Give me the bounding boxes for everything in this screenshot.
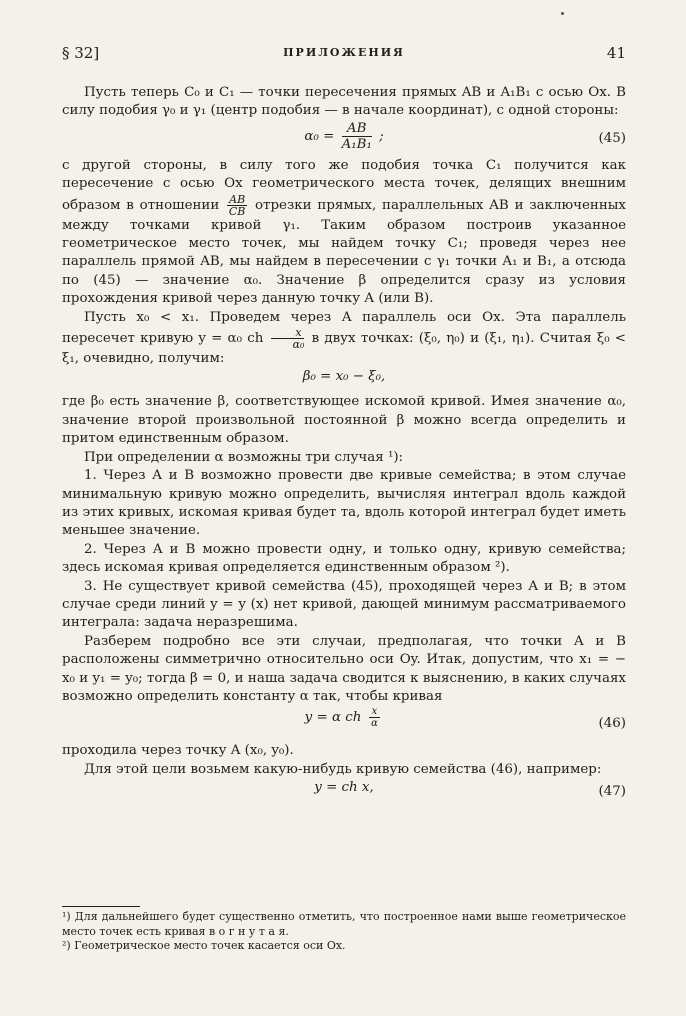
header-title: ПРИЛОЖЕНИЯ bbox=[283, 46, 405, 59]
paragraph: где β₀ есть значение β, соответствующее искомой кривой. Имея значение α₀, значение второй произвольной постоянной β можно всегда определить и притом единственным образом. bbox=[62, 394, 626, 447]
equation-number: (46) bbox=[598, 716, 626, 732]
equation-46 bbox=[62, 706, 626, 742]
section-ref: § 32] bbox=[62, 44, 100, 62]
paragraph: При определении α возможны три случая ¹): bbox=[84, 449, 404, 465]
equation-number: (45) bbox=[598, 130, 626, 146]
eq45-numerator: AB bbox=[342, 121, 372, 137]
equation-45 bbox=[62, 121, 626, 157]
inline-ratio bbox=[227, 194, 247, 217]
eq45-lhs: α₀ = bbox=[304, 128, 335, 144]
running-header bbox=[62, 44, 626, 64]
text-run: с другой стороны, в силу того же подобия точка C₁ получится как пересечение с осью Ox геометрического места точек, делящих внешним образом в отношении bbox=[62, 157, 626, 213]
equation-47 bbox=[62, 779, 626, 804]
eq-beta-text: β₀ = x₀ − ξ₀, bbox=[302, 369, 386, 385]
paragraph: Пусть теперь C₀ и C₁ — точки пересечения прямых AB и A₁B₁ с осью Ox. В силу подобия γ₀ и γ₁ (центр подобия — в начале координат), с одной стороны: bbox=[62, 85, 626, 119]
paragraph: 2. Через A и B можно провести одну, и только одну, кривую семейства; здесь искомая кривая определяется единственным образом ²). bbox=[62, 541, 626, 576]
footnote-1: ¹) Для дальнейшего будет существенно отметить, что построенное нами выше геометрическое место точек есть кривая в о г н у т а я. bbox=[62, 910, 626, 938]
footnotes bbox=[62, 910, 626, 954]
frac-denominator: α₀ bbox=[292, 338, 305, 352]
eq47-text: y = ch x, bbox=[314, 780, 374, 796]
ratio-denominator: CB bbox=[228, 204, 246, 218]
eq45-denominator: A₁B₁ bbox=[341, 136, 372, 152]
inline-fraction bbox=[271, 327, 305, 350]
paragraph: проходила через точку A (x₀, y₀). bbox=[62, 743, 294, 759]
text-run: Пусть x₀ < x₁. Проведем через A параллель оси Ox. Эта параллель пересечет кривую y = α₀ ch bbox=[62, 309, 626, 347]
page-number: 41 bbox=[606, 44, 626, 62]
ratio-numerator: AB bbox=[229, 192, 246, 206]
paragraph: 3. Не существует кривой семейства (45), проходящей через A и B; в этом случае среди линий y = y (x) нет кривой, дающей минимум рассматриваемого интеграла: задача неразрешима. bbox=[62, 578, 626, 631]
eq46-fraction bbox=[369, 706, 381, 729]
paragraph: Для этой цели возьмем какую-нибудь кривую семейства (46), например: bbox=[84, 761, 602, 777]
text-run: в двух точках: (ξ₀, η₀) и (ξ₁, η₁). Считая ξ₀ < ξ₁, очевидно, получим: bbox=[62, 331, 627, 367]
eq45-fraction bbox=[342, 121, 372, 152]
footnote-divider bbox=[62, 906, 140, 907]
paragraph bbox=[62, 157, 626, 309]
eq46-denominator: α bbox=[371, 718, 378, 730]
footnote-2: ²) Геометрическое место точек касается оси Ox. bbox=[62, 939, 346, 952]
speck-mark bbox=[561, 12, 564, 15]
paragraph bbox=[62, 309, 626, 369]
eq46-lhs: y = α ch bbox=[304, 710, 362, 726]
paragraph: Разберем подробно все эти случаи, предполагая, что точки A и B расположены симметрично относительно оси Oy. Итак, допустим, что x₁ = − x₀ и y₁ = y₀; тогда β = 0, и наша задача сводится к выяснению, в каких случаях возможно определить константу α так, чтобы кривая bbox=[62, 633, 626, 704]
paragraph: 1. Через A и B возможно провести две кривые семейства; в этом случае минимальную кривую можно определить, вычисляя интеграл вдоль каждой из этих кривых, искомая кривая будет та, вдоль которой интеграл будет иметь меньшее значение. bbox=[62, 468, 626, 539]
equation-beta bbox=[62, 368, 626, 393]
equation-number: (47) bbox=[598, 783, 626, 799]
frac-numerator: x bbox=[271, 327, 305, 339]
text-run: отрезки прямых, параллельных AB и заключенных между точками кривой γ₁. Таким образом построив указанное геометрическое место точек, мы найдем точку C₁; проведя через нее параллель прямой AB, мы найдем в пересечении с γ₁ точки A₁ и B₁, а отсюда по (45) — значение α₀. Значение β определится сразу из условия прохождения кривой через данную точку A (или B). bbox=[62, 197, 626, 307]
eq45-tail: ; bbox=[379, 128, 384, 144]
eq46-numerator: x bbox=[369, 706, 381, 718]
main-text bbox=[62, 84, 626, 804]
